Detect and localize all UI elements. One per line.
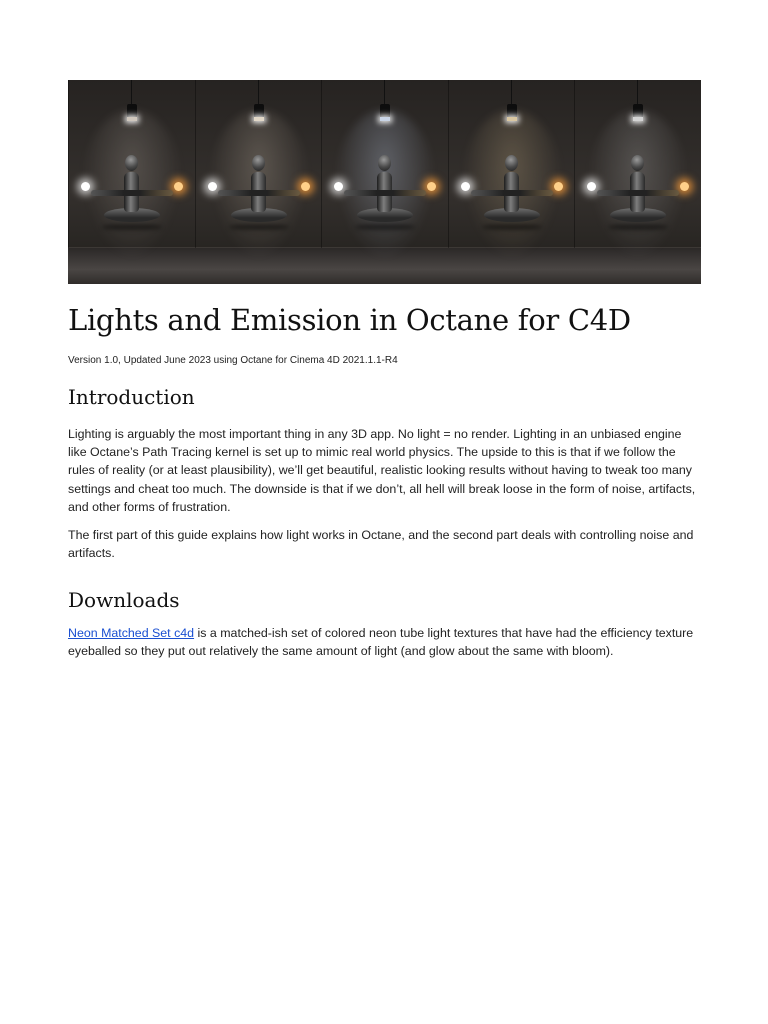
hero-panel	[195, 80, 323, 248]
lamp-cord	[511, 80, 512, 106]
downloads-paragraph	[68, 624, 701, 660]
pendant-lamp-icon	[380, 104, 390, 118]
figure-arms	[597, 190, 679, 196]
downloads-paragraph-text: is a matched-ish set of colored neon tube light textures that have had the efficiency texture eyeballed so they put out relatively the same amount of light (and glow about the same with bloom).	[68, 626, 694, 659]
white-light-orb	[208, 182, 217, 191]
orange-light-orb	[554, 182, 563, 191]
orange-light-orb	[680, 182, 689, 191]
lamp-cord	[637, 80, 638, 106]
lamp-bulb	[633, 117, 643, 121]
figure-arms	[471, 190, 553, 196]
lamp-cord	[384, 80, 385, 106]
introduction-heading: Introduction	[68, 385, 195, 409]
figure-head	[125, 155, 138, 171]
figure-arms	[91, 190, 173, 196]
hero-panel	[448, 80, 576, 248]
white-light-orb	[81, 182, 90, 191]
hero-image	[68, 80, 701, 284]
lamp-bulb	[127, 117, 137, 121]
figure-shadow	[229, 224, 289, 230]
pendant-lamp-icon	[633, 104, 643, 118]
version-note: Version 1.0, Updated June 2023 using Octane for Cinema 4D 2021.1.1-R4	[68, 355, 398, 366]
pendant-lamp-icon	[254, 104, 264, 118]
lamp-bulb	[380, 117, 390, 121]
orange-light-orb	[301, 182, 310, 191]
document-page	[68, 80, 701, 659]
lamp-bulb	[507, 117, 517, 121]
figure-arms	[218, 190, 300, 196]
figure-shadow	[482, 224, 542, 230]
neon-matched-set-link[interactable]: Neon Matched Set c4d	[68, 626, 195, 640]
pendant-lamp-icon	[127, 104, 137, 118]
figure-head	[505, 155, 518, 171]
hero-panel	[68, 80, 196, 248]
figure-head	[252, 155, 265, 171]
lamp-cord	[258, 80, 259, 106]
pendant-lamp-icon	[507, 104, 517, 118]
hero-panel	[321, 80, 449, 248]
white-light-orb	[461, 182, 470, 191]
orange-light-orb	[174, 182, 183, 191]
hero-panel	[574, 80, 701, 248]
lamp-cord	[131, 80, 132, 106]
figure-shadow	[102, 224, 162, 230]
figure-arms	[344, 190, 426, 196]
introduction-paragraph-1: Lighting is arguably the most important thing in any 3D app. No light = no render. Lighting in an unbiased engine like Octane’s Path Tracing kernel is set up to mimic real world physics. The upside to this is that if we follow the rules of reality (or at least plausibility), we’ll get beautiful, realistic looking results without having to tweak too many settings and cheat too much. The downside is that if we don’t, all hell will break loose in the form of noise, artifacts, and other forms of frustration.	[68, 427, 696, 514]
introduction-paragraph-2: The first part of this guide explains how light works in Octane, and the second part deals with controlling noise and artifacts.	[68, 528, 694, 561]
lamp-bulb	[254, 117, 264, 121]
downloads-heading: Downloads	[68, 588, 180, 612]
figure-shadow	[608, 224, 668, 230]
figure-shadow	[355, 224, 415, 230]
page-title: Lights and Emission in Octane for C4D	[68, 303, 631, 337]
